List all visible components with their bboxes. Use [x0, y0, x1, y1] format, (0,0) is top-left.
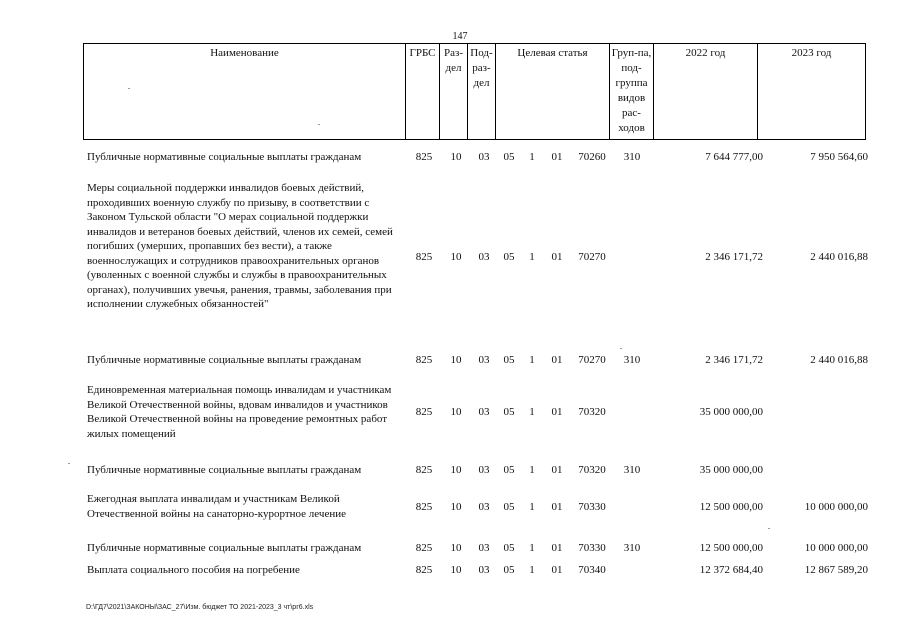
row-cs-program: 05 [503, 354, 515, 366]
row-name: Публичные нормативные социальные выплаты гражданам [87, 464, 362, 476]
row-amount-2023: 7 950 564,60 [810, 151, 868, 163]
row-amount-2022: 7 644 777,00 [705, 151, 763, 163]
row-cs-subprogram: 1 [529, 251, 535, 263]
header-year-2023: 2023 год [758, 44, 866, 140]
header-year-2022: 2022 год [654, 44, 758, 140]
scan-speck [68, 463, 70, 464]
row-cs-event: 01 [551, 251, 563, 263]
row-podrazdel: 03 [478, 151, 490, 163]
row-cs-code: 70330 [578, 542, 606, 554]
row-cs-program: 05 [503, 464, 515, 476]
row-amount-2022: 12 372 684,40 [699, 564, 763, 576]
row-cs-subprogram: 1 [529, 542, 535, 554]
row-amount-2022: 35 000 000,00 [699, 406, 763, 418]
row-razdel: 10 [450, 542, 462, 554]
row-podrazdel: 03 [478, 464, 490, 476]
row-razdel: 10 [450, 406, 462, 418]
row-amount-2022: 12 500 000,00 [699, 542, 763, 554]
header-grbs: ГРБС [406, 44, 440, 140]
row-amount-2023: 12 867 589,20 [804, 564, 868, 576]
row-grbs: 825 [415, 406, 433, 418]
row-cs-event: 01 [551, 564, 563, 576]
row-cs-event: 01 [551, 406, 563, 418]
row-razdel: 10 [450, 251, 462, 263]
row-cs-event: 01 [551, 354, 563, 366]
row-name: Публичные нормативные социальные выплаты гражданам [87, 542, 362, 554]
row-cs-code: 70340 [578, 564, 606, 576]
row-grbs: 825 [415, 151, 433, 163]
row-cs-code: 70270 [578, 251, 606, 263]
row-podrazdel: 03 [478, 251, 490, 263]
row-razdel: 10 [450, 354, 462, 366]
row-amount-2022: 35 000 000,00 [699, 464, 763, 476]
row-podrazdel: 03 [478, 564, 490, 576]
scan-speck [620, 348, 622, 349]
row-cs-code: 70330 [578, 501, 606, 513]
scan-speck [128, 88, 130, 89]
row-razdel: 10 [450, 501, 462, 513]
row-cs-code: 70320 [578, 406, 606, 418]
scan-speck [318, 124, 320, 125]
footer-file-path: D:\ГД7\2021\ЗАКОНЫ\ЗАС_27\Изм. бюджет ТО 2021-2023_3 чт\рг6.xls [86, 604, 314, 611]
row-vid-rashodov: 310 [623, 354, 641, 366]
row-vid-rashodov: 310 [623, 464, 641, 476]
row-grbs: 825 [415, 251, 433, 263]
header-name: Наименование [84, 44, 406, 140]
row-vid-rashodov: 310 [623, 542, 641, 554]
row-cs-event: 01 [551, 151, 563, 163]
row-name: Публичные нормативные социальные выплаты гражданам [87, 151, 362, 163]
row-name: Единовременная материальная помощь инвалидам и участникам Великой Отечественной войны, вдовам инвалидов и участников Великой Отечественной войны на проведение ремонтных работ жилых помещений [87, 384, 392, 440]
row-grbs: 825 [415, 354, 433, 366]
header-podrazdel: Под-раз-дел [468, 44, 496, 140]
row-cs-subprogram: 1 [529, 406, 535, 418]
row-amount-2022: 2 346 171,72 [705, 354, 763, 366]
row-grbs: 825 [415, 501, 433, 513]
row-podrazdel: 03 [478, 354, 490, 366]
row-vid-rashodov: 310 [623, 151, 641, 163]
header-celevaya-statya: Целевая статья [496, 44, 610, 140]
row-grbs: 825 [415, 564, 433, 576]
row-amount-2023: 10 000 000,00 [804, 542, 868, 554]
row-amount-2022: 12 500 000,00 [699, 501, 763, 513]
header-razdel: Раз-дел [440, 44, 468, 140]
row-grbs: 825 [415, 464, 433, 476]
row-cs-program: 05 [503, 151, 515, 163]
row-cs-program: 05 [503, 406, 515, 418]
row-cs-program: 05 [503, 542, 515, 554]
page-number: 147 [452, 31, 468, 42]
row-cs-event: 01 [551, 501, 563, 513]
scan-speck [768, 528, 770, 529]
row-cs-program: 05 [503, 251, 515, 263]
row-cs-program: 05 [503, 501, 515, 513]
row-cs-program: 05 [503, 564, 515, 576]
row-name: Ежегодная выплата инвалидам и участникам Великой Отечественной войны на санаторно-курортное лечение [87, 493, 346, 520]
row-cs-event: 01 [551, 542, 563, 554]
row-grbs: 825 [415, 542, 433, 554]
row-amount-2023: 2 440 016,88 [810, 354, 868, 366]
row-cs-subprogram: 1 [529, 354, 535, 366]
row-cs-event: 01 [551, 464, 563, 476]
row-podrazdel: 03 [478, 542, 490, 554]
row-name: Выплата социального пособия на погребение [87, 564, 300, 576]
row-cs-subprogram: 1 [529, 464, 535, 476]
row-cs-subprogram: 1 [529, 564, 535, 576]
row-name: Меры социальной поддержки инвалидов боевых действий, проходивших военную службу по призыву, в соответствии с Законом Тульской области "О мерах социальной поддержки инвалидов и ветеранов боевых действий, членов их семей, семей погибших (умерших, пропавших без вести), а также военнослужащих и сотрудников правоохранительных органов (уволенных с военной службы и службы в правоохранительных органах), получивших увечья, ранения, травмы, заболевания при исполнении служебных обязанностей" [87, 182, 393, 310]
header-gruppa-vidov-rashodov: Груп-па, под-группа видов рас-ходов [610, 44, 654, 140]
row-name: Публичные нормативные социальные выплаты гражданам [87, 354, 362, 366]
row-razdel: 10 [450, 151, 462, 163]
row-amount-2022: 2 346 171,72 [705, 251, 763, 263]
row-amount-2023: 2 440 016,88 [810, 251, 868, 263]
row-cs-code: 70270 [578, 354, 606, 366]
row-amount-2023: 10 000 000,00 [804, 501, 868, 513]
row-razdel: 10 [450, 564, 462, 576]
row-cs-subprogram: 1 [529, 151, 535, 163]
row-podrazdel: 03 [478, 406, 490, 418]
row-razdel: 10 [450, 464, 462, 476]
row-cs-code: 70320 [578, 464, 606, 476]
row-podrazdel: 03 [478, 501, 490, 513]
row-cs-subprogram: 1 [529, 501, 535, 513]
row-cs-code: 70260 [578, 151, 606, 163]
